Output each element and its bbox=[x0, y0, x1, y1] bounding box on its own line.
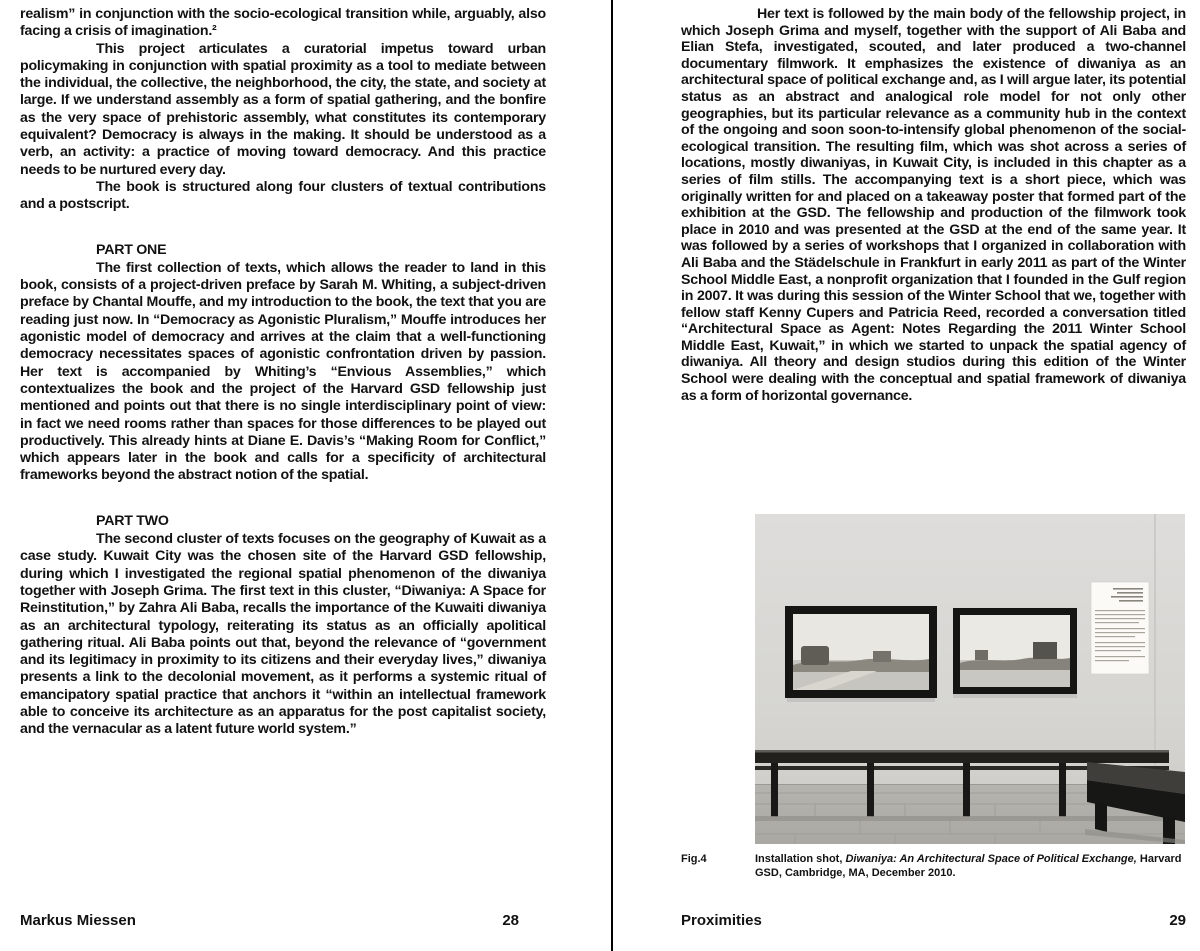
figure-label: Fig.4 bbox=[681, 853, 707, 865]
figure-caption-row bbox=[681, 853, 1186, 880]
caption-work-title: Diwaniya: An Architectural Space of Political Exchange, bbox=[845, 853, 1137, 865]
installation-photo-art bbox=[755, 514, 1185, 844]
paragraph: The book is structured along four clusters of textual contributions and a postscript. bbox=[20, 178, 546, 213]
right-page-footer bbox=[681, 912, 1186, 930]
page-number-right: 29 bbox=[1169, 912, 1186, 929]
caption-suffix: Harvard GSD, Cambridge, MA, December 2010. bbox=[755, 853, 1182, 879]
paragraph: This project articulates a curatorial impetus toward urban policymaking in conjunction with spatial proximity as a tool to mediate between the individual, the collective, the neighborhood, the city, the state, and society at large. If we understand assembly as a form of spatial gathering, and the bonfire as the very space of prehistoric assembly, what constitutes its contemporary equivalent? Democracy is always in the making. It should be understood as a verb, an activity: a practice of moving toward democracy. And this practice needs to be nurtured every day. bbox=[20, 40, 546, 178]
exhibition-poster bbox=[1091, 582, 1149, 674]
figure-caption bbox=[755, 853, 1186, 880]
figure-4 bbox=[681, 514, 1186, 880]
paragraph: The second cluster of texts focuses on the geography of Kuwait as a case study. Kuwait City was the chosen site of the Harvard GSD fellowship, during which I investigated the regional spatial phenomenon of the diwaniya together with Joseph Grima. The first text in this cluster, “Diwaniya: A Space for Reinstitution,” by Zahra Ali Baba, recalls the importance of the Kuwaiti diwaniya as an architectural typology, reiterating its status as an officially apolitical gathering ritual. Ali Baba points out that, beyond the relevance of “government and its legitimacy in proximity to its citizens and their everyday lives,” diwaniya presents a link to the decolonial movement, as it performs a systemic ritual of emancipatory spatial practice that anchors it “within an intellectual framework able to conceive its architecture as an apparatus for the post capitalist society, and the vernacular as a latent future world system.” bbox=[20, 531, 546, 738]
heading-part-one: PART ONE bbox=[96, 241, 167, 258]
spread-divider bbox=[611, 0, 613, 951]
heading-part-two: PART TWO bbox=[96, 512, 169, 529]
left-page-footer bbox=[20, 912, 519, 930]
installation-photo bbox=[755, 514, 1185, 844]
paragraph-continuation: realism” in conjunction with the socio-ecological transition while, arguably, also facing a crisis of imagination.² bbox=[20, 6, 546, 40]
running-footer-title: Proximities bbox=[681, 912, 762, 929]
running-footer-author: Markus Miessen bbox=[20, 912, 136, 929]
left-text-column bbox=[20, 6, 546, 739]
right-text-column bbox=[681, 6, 1186, 404]
tv-right-icon bbox=[953, 608, 1077, 694]
page-number-left: 28 bbox=[502, 912, 519, 929]
tv-left-icon bbox=[785, 606, 937, 698]
paragraph: Her text is followed by the main body of the fellowship project, in which Joseph Grima and myself, together with the support of Ali Baba and Elian Stefa, investigated, scouted, and later produced a two-channel documentary filmwork. It emphasizes the existence of diwaniya as an architectural space of political exchange and, as I will argue later, its potential status as an abstract and analogical role model for not only other geographies, but its particular relevance as a community hub in the context of the ongoing and soon soon-to-intensify global phenomenon of the social-ecological transition. The resulting film, which was shot across a series of locations, mostly diwaniyas, in Kuwait City, is included in this chapter as a series of film stills. The accompanying text is a short piece, which was originally written for and placed on a takeaway poster that formed part of the exhibition at the GSD. The fellowship and production of the filmwork took place in 2010 and was presented at the GSD at the end of the same year. It was followed by a series of workshops that I organized in collaboration with Ali Baba and the Städelschule in Frankfurt in early 2011 as part of the Winter School Middle East, a nonprofit organization that I founded in the Gulf region in 2007. It was during this session of the Winter School that we, together with fellow staff Kenny Cupers and Patricia Reed, recorded a conversation titled “Architectural Space as Agent: Notes Regarding the 2011 Winter School Middle East, Kuwait,” in which we started to unpack the spatial agency of diwaniya. All theory and design studios during this edition of the Winter School were dealing with the conceptual and spatial framework of diwaniya as a form of horizontal governance. bbox=[681, 6, 1186, 404]
paragraph: The first collection of texts, which allows the reader to land in this book, consists of a project-driven preface by Sarah M. Whiting, a subject-driven preface by Chantal Mouffe, and my introduction to the book, the text that you are reading just now. In “Democracy as Agonistic Pluralism,” Mouffe introduces her agonistic model of democracy and arrives at the claim that a well-functioning democracy necessitates spaces of agonistic confrontation driven by passion. Her text is accompanied by Whiting’s “Envious Assemblies,” which contextualizes the book and the project of the Harvard GSD fellowship just mentioned and points out that there is no single interdisciplinary point of view: in fact we need rooms rather than spaces for those differences to be played out productively. This already hints at Diane E. Davis’s “Making Room for Conflict,” which appears later in the book and calls for a specificity of architectural frameworks beyond the abstract notion of the spatial. bbox=[20, 259, 546, 484]
caption-prefix: Installation shot, bbox=[755, 853, 846, 865]
